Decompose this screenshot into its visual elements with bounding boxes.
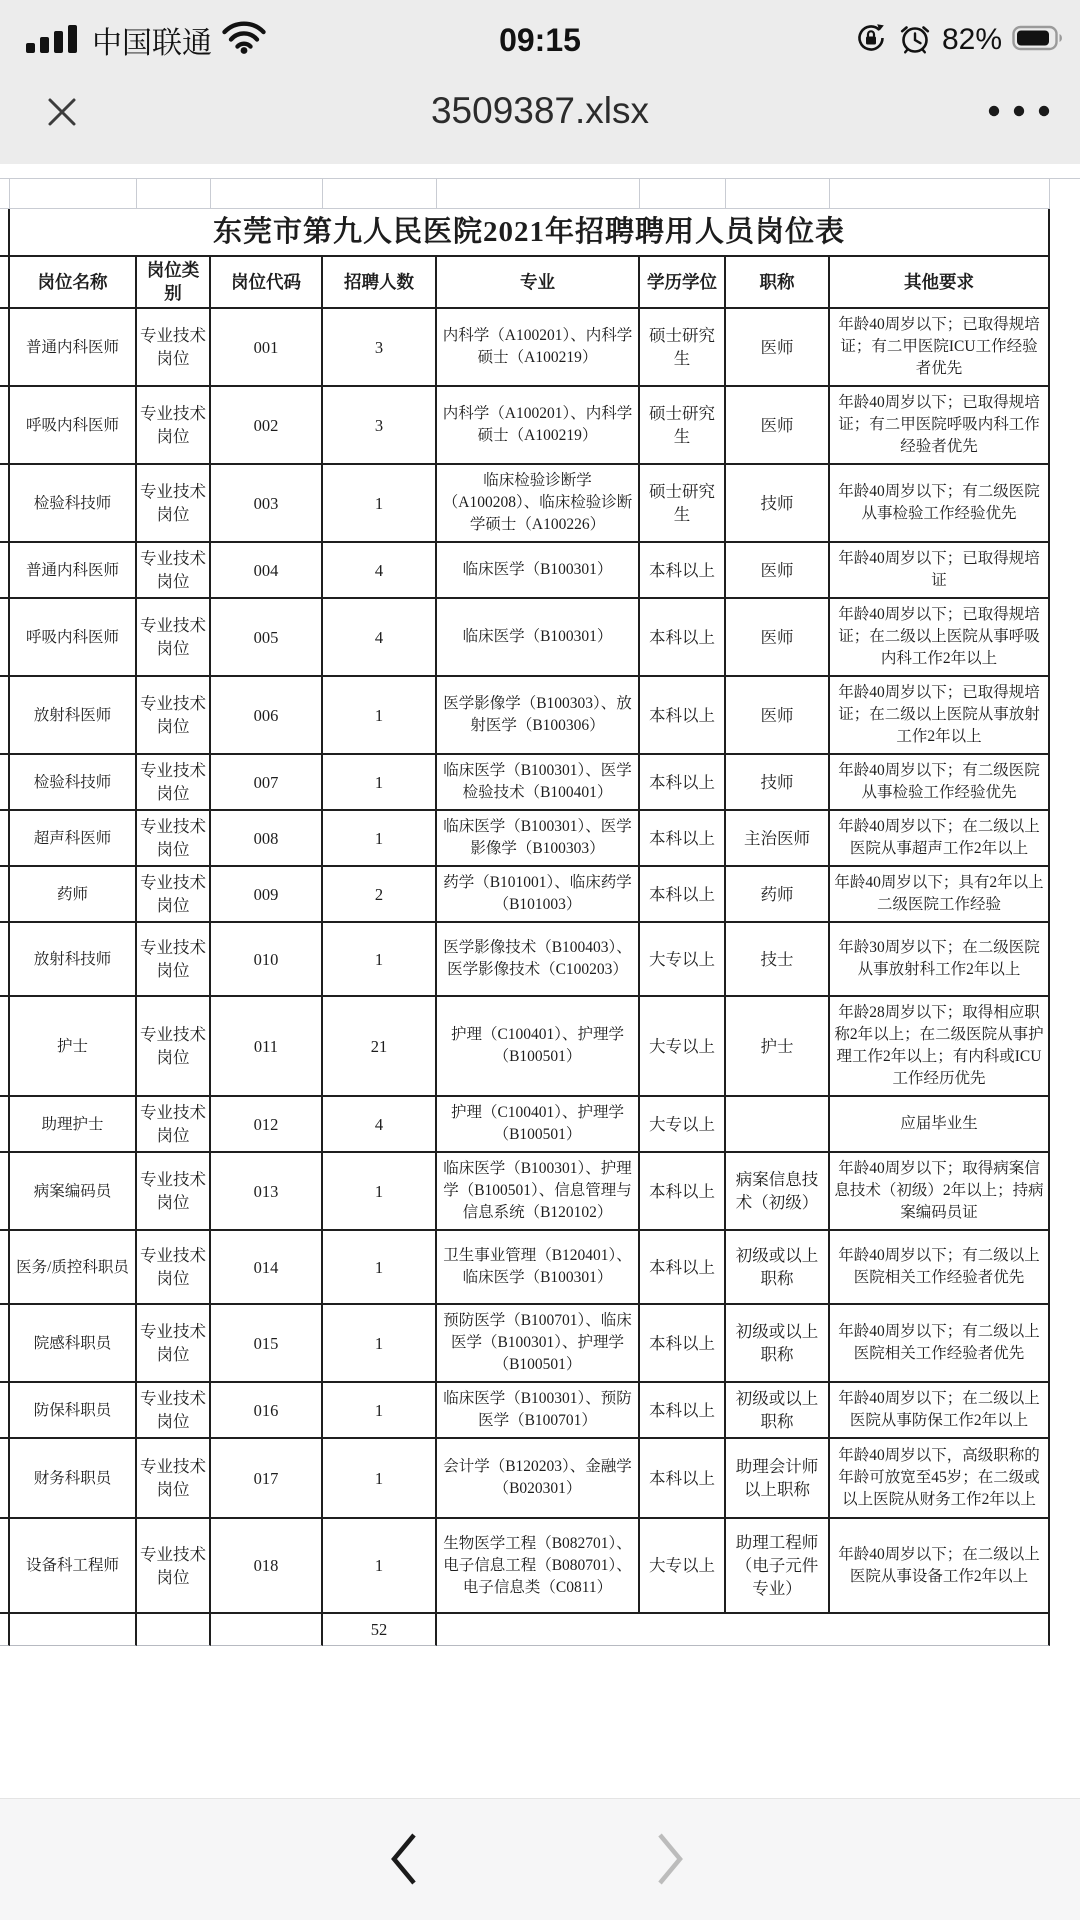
cell-other: 年龄40周岁以下；在二级以上医院从事防保工作2年以上 (830, 1383, 1050, 1439)
table-row (0, 1519, 1050, 1614)
table-row (0, 1383, 1050, 1439)
column-header: 岗位代码 (211, 257, 323, 309)
cell-major: 临床医学（B100301）、医学检验技术（B100401） (437, 755, 640, 811)
column-header: 岗位名称 (10, 257, 137, 309)
cell-degree: 大专以上 (640, 923, 726, 997)
grid-sliver-cell (0, 387, 10, 465)
cell-major: 药学（B101001）、临床药学（B101003） (437, 867, 640, 923)
cell-other: 年龄40周岁以下；在二级以上医院从事设备工作2年以上 (830, 1519, 1050, 1614)
grid-sliver-cell (0, 543, 10, 599)
cell-degree: 硕士研究生 (640, 387, 726, 465)
grid-cell (323, 179, 437, 209)
empty-grid-row (0, 178, 1080, 209)
cell-count: 2 (323, 867, 437, 923)
cell-name: 呼吸内科医师 (10, 599, 137, 677)
cell-category: 专业技术岗位 (137, 811, 211, 867)
grid-sliver-cell (0, 1439, 10, 1519)
grid-sliver-cell (0, 1519, 10, 1614)
cell-code: 001 (211, 309, 323, 387)
chevron-left-icon (381, 1829, 429, 1889)
table-row (0, 923, 1050, 997)
table-row (0, 811, 1050, 867)
cell-count: 4 (323, 599, 437, 677)
file-title-bar (0, 82, 1080, 144)
grid-cell (10, 179, 137, 209)
grid-sliver-cell (0, 309, 10, 387)
table-row (0, 997, 1050, 1097)
cell-major: 生物医学工程（B082701）、电子信息工程（B080701）、电子信息类（C0811） (437, 1519, 640, 1614)
cell-count: 1 (323, 1305, 437, 1383)
table-row (0, 677, 1050, 755)
cell-code: 011 (211, 997, 323, 1097)
cell-name: 财务科职员 (10, 1439, 137, 1519)
table-title-row (0, 209, 1050, 255)
cell-category: 专业技术岗位 (137, 387, 211, 465)
table-body (0, 309, 1050, 1614)
table-title: 东莞市第九人民医院2021年招聘聘用人员岗位表 (212, 215, 845, 248)
grid-cell (137, 179, 211, 209)
grid-sliver-cell (0, 1305, 10, 1383)
cell-degree: 本科以上 (640, 1439, 726, 1519)
page-nav-toolbar (0, 1798, 1080, 1920)
cell-code: 015 (211, 1305, 323, 1383)
total-merged-cell (437, 1614, 1050, 1646)
cell-name: 超声科医师 (10, 811, 137, 867)
cell-title: 初级或以上职称 (726, 1305, 830, 1383)
total-empty-cell (137, 1614, 211, 1646)
cell-count: 1 (323, 1231, 437, 1305)
cell-title: 技士 (726, 923, 830, 997)
table-row (0, 867, 1050, 923)
cell-code: 004 (211, 543, 323, 599)
cell-name: 院感科职员 (10, 1305, 137, 1383)
cell-category: 专业技术岗位 (137, 543, 211, 599)
cell-degree: 本科以上 (640, 677, 726, 755)
table-row (0, 599, 1050, 677)
cell-code: 018 (211, 1519, 323, 1614)
cell-name: 放射科技师 (10, 923, 137, 997)
cell-name: 检验科技师 (10, 465, 137, 543)
grid-cell (437, 179, 640, 209)
grid-cell (726, 179, 830, 209)
cell-other: 年龄40周岁以下；有二级以上医院相关工作经验者优先 (830, 1231, 1050, 1305)
cell-title: 药师 (726, 867, 830, 923)
table-row (0, 1097, 1050, 1153)
next-page-button[interactable] (645, 1829, 693, 1894)
cell-count: 1 (323, 677, 437, 755)
cell-other: 年龄40周岁以下；已取得规培证；有二甲医院呼吸内科工作经验者优先 (830, 387, 1050, 465)
cell-category: 专业技术岗位 (137, 1305, 211, 1383)
cell-name: 医务/质控科职员 (10, 1231, 137, 1305)
cell-count: 3 (323, 309, 437, 387)
cell-degree: 本科以上 (640, 543, 726, 599)
cell-category: 专业技术岗位 (137, 1097, 211, 1153)
grid-sliver-cell (0, 997, 10, 1097)
column-header: 招聘人数 (323, 257, 437, 309)
cell-count: 4 (323, 1097, 437, 1153)
cell-category: 专业技术岗位 (137, 867, 211, 923)
cell-other: 年龄28周岁以下；取得相应职称2年以上；在二级医院从事护理工作2年以上；有内科或ICU工作经历优先 (830, 997, 1050, 1097)
column-header: 岗位类别 (137, 257, 211, 309)
cell-degree: 本科以上 (640, 755, 726, 811)
grid-sliver-cell (0, 465, 10, 543)
more-dots-icon (986, 104, 1052, 118)
cell-category: 专业技术岗位 (137, 599, 211, 677)
table-row (0, 1439, 1050, 1519)
cell-other: 年龄40周岁以下，高级职称的年龄可放宽至45岁；在二级或以上医院从财务工作2年以上 (830, 1439, 1050, 1519)
cell-other: 应届毕业生 (830, 1097, 1050, 1153)
table-row (0, 387, 1050, 465)
status-bar (0, 14, 1080, 66)
cell-other: 年龄40周岁以下；已取得规培证；在二级以上医院从事呼吸内科工作2年以上 (830, 599, 1050, 677)
table-row (0, 1305, 1050, 1383)
cell-count: 1 (323, 1439, 437, 1519)
cell-code: 013 (211, 1153, 323, 1231)
cell-category: 专业技术岗位 (137, 1383, 211, 1439)
table-row (0, 465, 1050, 543)
clock: 09:15 (499, 22, 581, 58)
cell-other: 年龄40周岁以下；取得病案信息技术（初级）2年以上；持病案编码员证 (830, 1153, 1050, 1231)
cell-count: 1 (323, 1153, 437, 1231)
cell-title: 助理会计师以上职称 (726, 1439, 830, 1519)
cell-major: 医学影像技术（B100403）、医学影像技术（C100203） (437, 923, 640, 997)
cell-code: 012 (211, 1097, 323, 1153)
cell-other: 年龄40周岁以下；已取得规培证 (830, 543, 1050, 599)
cell-category: 专业技术岗位 (137, 677, 211, 755)
table-row (0, 1153, 1050, 1231)
cell-category: 专业技术岗位 (137, 923, 211, 997)
cell-major: 会计学（B120203）、金融学（B020301） (437, 1439, 640, 1519)
cell-title: 医师 (726, 677, 830, 755)
cell-code: 002 (211, 387, 323, 465)
cell-major: 护理（C100401）、护理学（B100501） (437, 997, 640, 1097)
cell-major: 临床医学（B100301）、预防医学（B100701） (437, 1383, 640, 1439)
cell-name: 药师 (10, 867, 137, 923)
cell-major: 临床医学（B100301） (437, 543, 640, 599)
grid-sliver-cell (0, 867, 10, 923)
column-header: 其他要求 (830, 257, 1050, 309)
cell-name: 放射科医师 (10, 677, 137, 755)
grid-sliver-cell (0, 923, 10, 997)
cell-count: 1 (323, 811, 437, 867)
carrier-label: 中国联通 (92, 27, 212, 60)
grid-sliver-cell (0, 1153, 10, 1231)
cell-name: 呼吸内科医师 (10, 387, 137, 465)
cell-major: 临床医学（B100301）、护理学（B100501）、信息管理与信息系统（B120102） (437, 1153, 640, 1231)
cell-category: 专业技术岗位 (137, 309, 211, 387)
cell-count: 1 (323, 1519, 437, 1614)
grid-sliver-cell (0, 209, 10, 255)
cell-major: 临床检验诊断学（A100208）、临床检验诊断学硕士（A100226） (437, 465, 640, 543)
battery-icon (1012, 25, 1064, 56)
cell-degree: 本科以上 (640, 1305, 726, 1383)
cell-title: 初级或以上职称 (726, 1383, 830, 1439)
table-row (0, 755, 1050, 811)
cell-name: 设备科工程师 (10, 1519, 137, 1614)
cell-category: 专业技术岗位 (137, 1439, 211, 1519)
cell-category: 专业技术岗位 (137, 465, 211, 543)
cell-count: 21 (323, 997, 437, 1097)
cell-category: 专业技术岗位 (137, 1231, 211, 1305)
cell-major: 内科学（A100201）、内科学硕士（A100219） (437, 387, 640, 465)
total-count-cell: 52 (323, 1614, 437, 1646)
table-total-row (0, 1614, 1050, 1646)
cell-other: 年龄40周岁以下；有二级以上医院相关工作经验者优先 (830, 1305, 1050, 1383)
cell-code: 009 (211, 867, 323, 923)
cell-name: 病案编码员 (10, 1153, 137, 1231)
recruitment-table (0, 209, 1050, 1646)
cell-name: 护士 (10, 997, 137, 1097)
cell-title: 护士 (726, 997, 830, 1097)
cell-category: 专业技术岗位 (137, 1519, 211, 1614)
cell-degree: 本科以上 (640, 1383, 726, 1439)
cell-name: 普通内科医师 (10, 543, 137, 599)
grid-sliver-cell (0, 1097, 10, 1153)
cell-other: 年龄40周岁以下；在二级以上医院从事超声工作2年以上 (830, 811, 1050, 867)
grid-cell (0, 179, 10, 209)
cell-other: 年龄40周岁以下；有二级医院从事检验工作经验优先 (830, 755, 1050, 811)
cell-degree: 本科以上 (640, 599, 726, 677)
cell-name: 防保科职员 (10, 1383, 137, 1439)
cell-degree: 大专以上 (640, 1097, 726, 1153)
table-row (0, 1231, 1050, 1305)
cell-major: 医学影像学（B100303）、放射医学（B100306） (437, 677, 640, 755)
cell-count: 1 (323, 755, 437, 811)
cell-degree: 大专以上 (640, 1519, 726, 1614)
total-empty-cell (10, 1614, 137, 1646)
cell-major: 预防医学（B100701）、临床医学（B100301）、护理学（B100501） (437, 1305, 640, 1383)
column-header: 专业 (437, 257, 640, 309)
cell-major: 临床医学（B100301） (437, 599, 640, 677)
cell-code: 006 (211, 677, 323, 755)
cell-code: 003 (211, 465, 323, 543)
cell-title: 技师 (726, 755, 830, 811)
cell-title (726, 1097, 830, 1153)
grid-sliver-cell (0, 1614, 10, 1646)
cell-title: 助理工程师（电子元件专业） (726, 1519, 830, 1614)
battery-percent: 82% (941, 23, 1002, 56)
cell-other: 年龄40周岁以下；已取得规培证；在二级以上医院从事放射工作2年以上 (830, 677, 1050, 755)
cell-degree: 大专以上 (640, 997, 726, 1097)
grid-sliver-cell (0, 257, 10, 309)
grid-cell (211, 179, 323, 209)
cell-other: 年龄40周岁以下；有二级医院从事检验工作经验优先 (830, 465, 1050, 543)
cell-count: 1 (323, 1383, 437, 1439)
grid-sliver-cell (0, 677, 10, 755)
alarm-icon (898, 21, 932, 60)
grid-sliver-cell (0, 755, 10, 811)
cell-code: 010 (211, 923, 323, 997)
prev-page-button[interactable] (381, 1829, 429, 1894)
cell-category: 专业技术岗位 (137, 997, 211, 1097)
table-header-row (0, 255, 1050, 309)
cell-title: 初级或以上职称 (726, 1231, 830, 1305)
cell-code: 007 (211, 755, 323, 811)
app-chrome (0, 0, 1080, 164)
cell-degree: 本科以上 (640, 867, 726, 923)
grid-cell (640, 179, 726, 209)
cell-title: 医师 (726, 599, 830, 677)
grid-cell (830, 179, 1050, 209)
cell-category: 专业技术岗位 (137, 1153, 211, 1231)
cell-major: 卫生事业管理（B120401）、临床医学（B100301） (437, 1231, 640, 1305)
cell-degree: 本科以上 (640, 1231, 726, 1305)
column-header: 职称 (726, 257, 830, 309)
cell-major: 护理（C100401）、护理学（B100501） (437, 1097, 640, 1153)
more-button[interactable] (986, 104, 1052, 123)
table-title-cell (10, 209, 1050, 255)
cell-count: 1 (323, 923, 437, 997)
cell-title: 技师 (726, 465, 830, 543)
cell-code: 014 (211, 1231, 323, 1305)
cell-other: 年龄40周岁以下；已取得规培证；有二甲医院ICU工作经验者优先 (830, 309, 1050, 387)
cell-other: 年龄40周岁以下；具有2年以上二级医院工作经验 (830, 867, 1050, 923)
rotation-lock-icon (854, 21, 888, 60)
cell-count: 1 (323, 465, 437, 543)
grid-sliver-cell (0, 1383, 10, 1439)
grid-sliver-cell (0, 599, 10, 677)
table-row (0, 543, 1050, 599)
cell-title: 医师 (726, 387, 830, 465)
grid-sliver-cell (0, 1231, 10, 1305)
cell-code: 016 (211, 1383, 323, 1439)
chevron-right-icon (645, 1829, 693, 1889)
column-header: 学历学位 (640, 257, 726, 309)
cell-degree: 硕士研究生 (640, 465, 726, 543)
grid-sliver-cell (0, 811, 10, 867)
cell-count: 3 (323, 387, 437, 465)
cell-other: 年龄30周岁以下；在二级医院从事放射科工作2年以上 (830, 923, 1050, 997)
cell-name: 检验科技师 (10, 755, 137, 811)
cell-name: 助理护士 (10, 1097, 137, 1153)
cell-degree: 本科以上 (640, 1153, 726, 1231)
cell-major: 临床医学（B100301）、医学影像学（B100303） (437, 811, 640, 867)
cell-code: 005 (211, 599, 323, 677)
spreadsheet-view[interactable] (0, 164, 1080, 1646)
cell-category: 专业技术岗位 (137, 755, 211, 811)
cell-degree: 本科以上 (640, 811, 726, 867)
cell-major: 内科学（A100201）、内科学硕士（A100219） (437, 309, 640, 387)
total-empty-cell (211, 1614, 323, 1646)
file-name: 3509387.xlsx (430, 90, 650, 131)
cell-code: 017 (211, 1439, 323, 1519)
cell-count: 4 (323, 543, 437, 599)
cell-name: 普通内科医师 (10, 309, 137, 387)
cell-code: 008 (211, 811, 323, 867)
table-row (0, 309, 1050, 387)
cell-degree: 硕士研究生 (640, 309, 726, 387)
cell-title: 医师 (726, 543, 830, 599)
cell-title: 主治医师 (726, 811, 830, 867)
cell-title: 医师 (726, 309, 830, 387)
cell-title: 病案信息技术（初级） (726, 1153, 830, 1231)
